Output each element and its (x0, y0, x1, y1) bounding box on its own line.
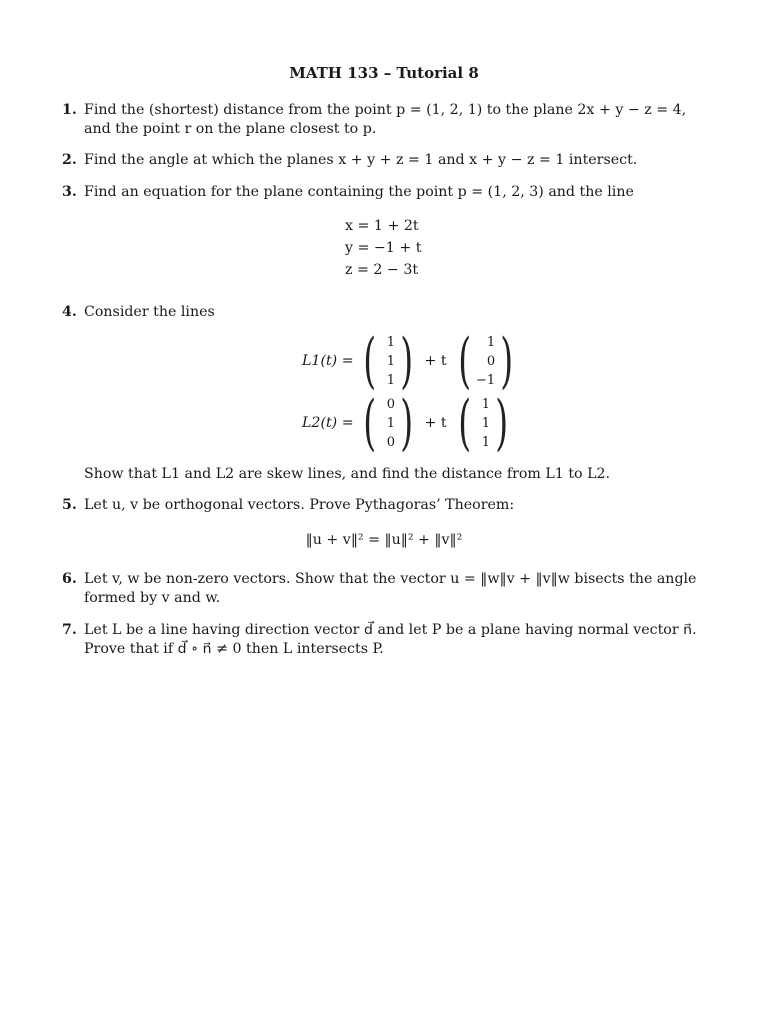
line-label: L2(t) = (302, 414, 354, 431)
problem-number: 2. (62, 152, 77, 168)
problem-text: Let u, v be orthogonal vectors. Prove Pythagoras’ Theorem: (84, 497, 515, 513)
line-label: L1(t) = (302, 352, 354, 369)
problem-text: Consider the lines (84, 304, 215, 320)
line-l1 (302, 326, 523, 396)
vector-entry: 0 (486, 353, 496, 369)
problem-text: Let v, w be non-zero vectors. Show that the vector u = ‖w‖v + ‖v‖w bisects the angle formed by v and w. (84, 571, 697, 606)
problem-number: 4. (62, 304, 77, 320)
equation-x: x = 1 + 2t (345, 218, 419, 234)
vector-entry: 1 (386, 334, 396, 350)
vector-entry: −1 (476, 372, 496, 388)
point-vector: ( 0 1 0 ) (362, 388, 414, 458)
equation-y: y = −1 + t (345, 240, 422, 256)
vector-entry: 1 (481, 415, 490, 431)
vector-entry: 1 (481, 396, 490, 412)
problem-text: Find the (shortest) distance from the point p = (1, 2, 1) to the plane 2x + y − z = 4, and the point r on the plane closest to p. (84, 102, 687, 137)
problem-number: 5. (62, 497, 77, 513)
problem-text: Find an equation for the plane containing the point p = (1, 2, 3) and the line (84, 184, 634, 200)
problem-number: 7. (62, 622, 77, 638)
equation-z: z = 2 − 3t (345, 262, 419, 278)
pythagoras-equation: ‖u + v‖² = ‖u‖² + ‖v‖² (305, 532, 463, 548)
line-l2 (302, 388, 517, 458)
problem-3 (62, 183, 708, 202)
problem-2 (62, 151, 708, 170)
operator: + t (424, 352, 447, 369)
problem-number: 6. (62, 571, 77, 587)
problem-text: Show that L1 and L2 are skew lines, and find the distance from L1 to L2. (84, 466, 611, 482)
problem-4 (62, 303, 708, 322)
page-title: MATH 133 – Tutorial 8 (289, 64, 479, 82)
vector-entry: 1 (486, 334, 496, 350)
problem-7 (62, 621, 708, 659)
vector-entry: 0 (386, 396, 396, 412)
vector-entry: 0 (386, 434, 396, 450)
problem-text: Let L be a line having direction vector d⃗ and let P be a plane having normal vector n⃗. Prove that if d⃗ ∘ n⃗ ≠ 0 then L intersects P. (84, 622, 697, 657)
problem-4-followup (62, 465, 708, 484)
vector-entry: 1 (386, 353, 396, 369)
operator: + t (424, 414, 447, 431)
line-equations (345, 215, 421, 281)
vector-entry: 1 (386, 372, 396, 388)
vector-entry: 1 (481, 434, 490, 450)
direction-vector: ( 1 0 −1 ) (457, 326, 514, 396)
problem-number: 1. (62, 102, 77, 118)
problem-5 (62, 496, 708, 515)
problem-6 (62, 570, 708, 608)
direction-vector: ( 1 1 1 ) (457, 388, 509, 458)
vector-entry: 1 (386, 415, 396, 431)
problem-1 (62, 101, 708, 139)
problem-number: 3. (62, 184, 77, 200)
point-vector: ( 1 1 1 ) (362, 326, 414, 396)
problem-text: Find the angle at which the planes x + y + z = 1 and x + y − z = 1 intersect. (84, 152, 638, 168)
